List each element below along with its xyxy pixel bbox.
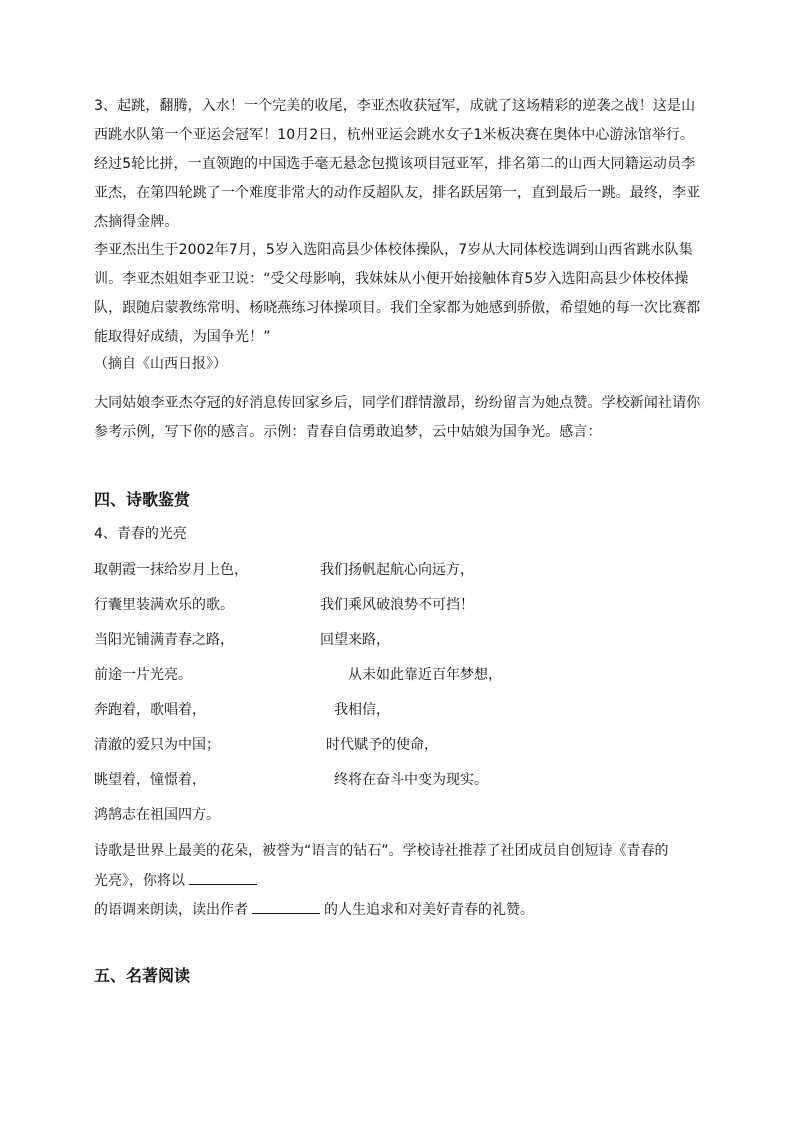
poem-row bbox=[94, 595, 714, 615]
poem-line-left: 取朝霞一抹给岁月上色， bbox=[94, 562, 248, 578]
answer-blank-tone[interactable] bbox=[189, 870, 257, 885]
poem-line-right: 从未如此靠近百年梦想， bbox=[348, 667, 502, 683]
poem-row bbox=[94, 560, 714, 580]
section-5-heading: 五、名著阅读 bbox=[94, 966, 191, 985]
poem-row bbox=[94, 770, 714, 790]
poem-line-left: 当阳光铺满青春之路， bbox=[94, 632, 234, 648]
poem-row bbox=[94, 805, 714, 825]
q3-paragraph-1: 3、起跳，翻腾，入水！一个完美的收尾，李亚杰收获冠军，成就了这场精彩的逆袭之战！这是山西跳水队第一个亚运会冠军！10月2日，杭州亚运会跳水女子1米板决赛在奥体中心游泳馆举行。经过5轮比拼，一直领跑的中国选手毫无悬念包揽该项目冠亚军，排名第二的山西大同籍运动员李亚杰，在第四轮跳了一个难度非常大的动作反超队友，排名跃居第一，直到最后一跳。最终，李亚杰摘得金牌。 bbox=[94, 98, 701, 230]
poem-line-right: 时代赋予的使命， bbox=[326, 737, 438, 753]
poem-row bbox=[94, 665, 714, 685]
poem-line-right: 回望来路， bbox=[320, 632, 390, 648]
poem-line-right: 我相信， bbox=[334, 702, 390, 718]
poem-line-left: 眺望着，憧憬着， bbox=[94, 772, 206, 788]
q3-source: （摘自《山西日报》） bbox=[94, 356, 227, 372]
poem-line-right: 我们乘风破浪势不可挡！ bbox=[320, 597, 474, 613]
q4-question-line-3 bbox=[94, 899, 534, 920]
poem-line-right: 终将在奋斗中变为现实。 bbox=[334, 772, 488, 788]
poem-row bbox=[94, 735, 714, 755]
poem-line-right: 我们扬帆起航心向远方， bbox=[320, 562, 474, 578]
poem-line-left: 行囊里装满欢乐的歌。 bbox=[94, 597, 234, 613]
q4-question-line-2 bbox=[94, 870, 261, 891]
q4-question-line-1: 诗歌是世界上最美的花朵，被誉为“语言的钻石”。学校诗社推荐了社团成员自创短诗《青春的 bbox=[94, 843, 669, 859]
answer-blank-pursuit[interactable] bbox=[252, 899, 320, 914]
poem-line-left: 清澈的爱只为中国； bbox=[94, 737, 220, 753]
q3-prompt: 大同姑娘李亚杰夺冠的好消息传回家乡后，同学们群情激昂，纷纷留言为她点赞。学校新闻社请你参考示例，写下你的感言。示例：青春自信勇敢追梦，云中姑娘为国争光。感言： bbox=[94, 395, 701, 440]
poem-row bbox=[94, 700, 714, 720]
q4-question-text: 光亮》，你将以 bbox=[94, 873, 185, 889]
poem-line-left: 鸿鹄志在祖国四方。 bbox=[94, 807, 220, 823]
q4-question-text: 的人生追求和对美好青春的礼赞。 bbox=[324, 902, 534, 918]
poem-line-left: 奔跑着，歌唱着， bbox=[94, 702, 206, 718]
poem-row bbox=[94, 630, 714, 650]
q3-paragraph-2: 李亚杰出生于2002年7月，5岁入选阳高县少体校体操队，7岁从大同体校选调到山西省跳水队集训。李亚杰姐姐李亚卫说：“受父母影响，我妹妹从小便开始接触体育5岁入选阳高县少体校体操队，跟随启蒙教练常明、杨晓燕练习体操项目。我们全家都为她感到骄傲，希望她的每一次比赛都能取得好成绩，为国争光！” bbox=[94, 242, 701, 345]
section-4-heading: 四、诗歌鉴赏 bbox=[94, 490, 191, 509]
poem-title: 4、青春的光亮 bbox=[94, 526, 187, 542]
q4-question-text: 的语调来朗读，读出作者 bbox=[94, 902, 248, 918]
poem-line-left: 前途一片光亮。 bbox=[94, 667, 192, 683]
